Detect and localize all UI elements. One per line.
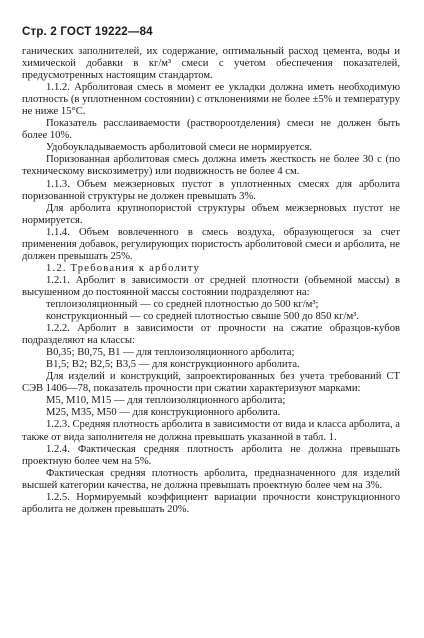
- paragraph: Для арболита крупнопористой структуры объем межзерновых пустот не нормируется.: [22, 202, 400, 226]
- body-text: [22, 46, 400, 516]
- paragraph: 1.1.3. Объем межзерновых пустот в уплотненных смесях для арболита поризованной структуры не должен превышать 3%.: [22, 178, 400, 202]
- paragraph: 1.2.1. Арболит в зависимости от средней плотности (объемной массы) в высушенном до постоянной массы состоянии подразделяют на:: [22, 274, 400, 298]
- paragraph: В0,35; В0,75, В1 — для теплоизоляционного арболита;: [46, 347, 295, 359]
- paragraph: ганических заполнителей, их содержание, оптимальный расход цемента, воды и химической добавки в кг/м³ смеси с учетом обеспечения показателей, предусмотренных настоящим стандартом.: [22, 46, 400, 82]
- paragraph: теплоизоляционный — со средней плотностью до 500 кг/м³;: [46, 298, 319, 310]
- paragraph: Показатель расслаиваемости (раствороотделения) смеси не должен быть более 10%.: [22, 118, 400, 142]
- standard-code: ГОСТ 19222—84: [60, 26, 153, 38]
- paragraph: Фактическая средняя плотность арболита, предназначенного для изделий высшей категории качества, не должна превышать проектную более чем на 3%.: [22, 467, 400, 491]
- paragraph: М25, М35, М50 — для конструкционного арболита.: [46, 407, 281, 419]
- paragraph: Для изделий и конструкций, запроектированных без учета требований СТ СЭВ 1406—78, показатель прочности при сжатии характеризуют марками:: [22, 371, 400, 395]
- paragraph: М5, М10, М15 — для теплоизоляционного арболита;: [46, 395, 286, 407]
- paragraph: 1.2.2. Арболит в зависимости от прочности на сжатие образцов-кубов подразделяют на классы:: [22, 323, 400, 347]
- paragraph: 1.2.5. Нормируемый коэффициент вариации прочности конструкционного арболита не должен превышать 20%.: [22, 491, 400, 515]
- paragraph: Удобоукладываемость арболитовой смеси не нормируется.: [46, 142, 312, 154]
- paragraph: 1.1.4. Объем вовлеченного в смесь воздуха, образующегося за счет применения добавок, регулирующих пористость арболитовой смеси и арболита, не должен превышать 25%.: [22, 226, 400, 262]
- paragraph: Поризованная арболитовая смесь должна иметь жесткость не более 30 с (по техническому вискозиметру) или подвижность не более 4 см.: [22, 154, 400, 178]
- section-heading: 1.2. Требования к арболиту: [46, 262, 201, 274]
- paragraph: 1.1.2. Арболитовая смесь в момент ее укладки должна иметь необходимую плотность (в уплотненном состоянии) с отклонениями не более ±5% и температуру не ниже 15°С.: [22, 82, 400, 118]
- paragraph: 1.2.3. Средняя плотность арболита в зависимости от вида и класса арболита, а также от вида заполнителя не должна превышать указанной в табл. 1.: [22, 419, 400, 443]
- paragraph: В1,5; В2; В2,5; В3,5 — для конструкционного арболита.: [46, 359, 300, 371]
- paragraph: конструкционный — со средней плотностью свыше 500 до 850 кг/м³.: [46, 311, 359, 323]
- page-header: [22, 26, 400, 38]
- page-number: Стр. 2: [22, 26, 57, 38]
- paragraph: 1.2.4. Фактическая средняя плотность арболита не должна превышать проектную более чем на 5%.: [22, 443, 400, 467]
